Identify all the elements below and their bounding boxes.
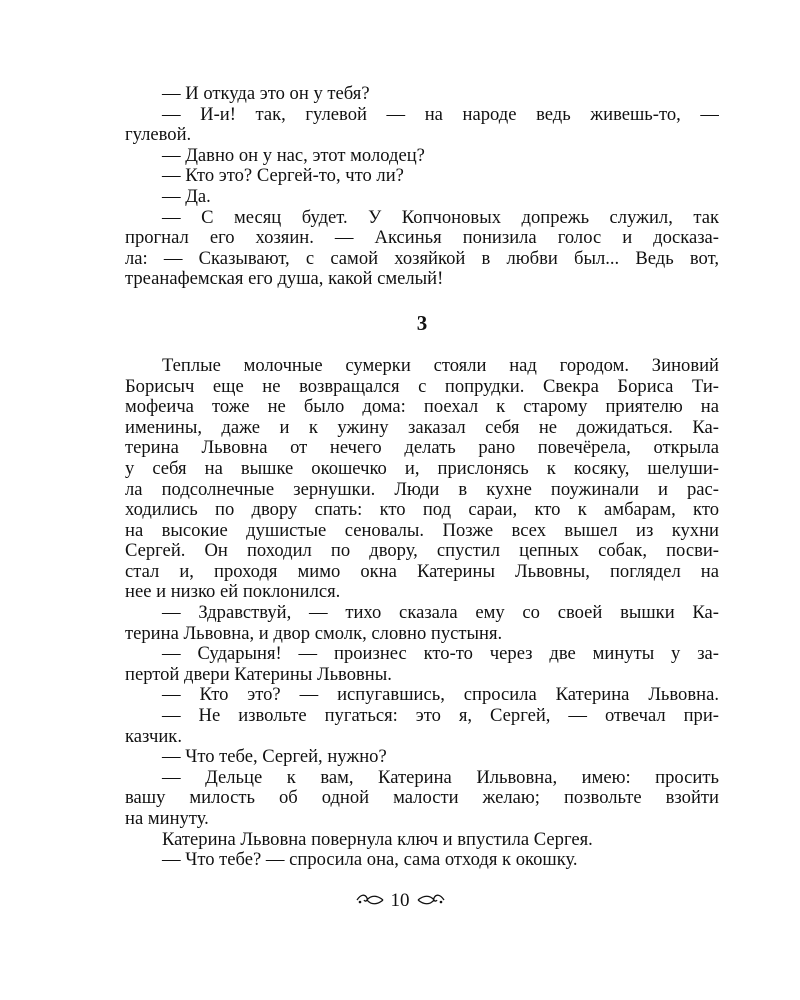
text-line: Борисыч еще не возвращался с попрудки. Свекра Бориса Ти-: [125, 376, 719, 397]
text-line: нее и низко ей поклонился.: [125, 582, 341, 603]
text-line: — Дельце к вам, Катерина Ильвовна, имею: просить: [162, 767, 719, 788]
text-line: — Сударыня! — произнес кто-то через две минуты у за-: [162, 644, 719, 665]
text-line: гулевой.: [125, 125, 192, 146]
text-line: треанафемская его душа, какой смелый!: [125, 269, 444, 290]
text-line: Теплые молочные сумерки стояли над городом. Зиновий: [162, 355, 719, 376]
text-line: прогнал его хозяин. — Аксинья понизила голос и доcказа-: [125, 228, 719, 249]
text-line: терина Львовна, и двор смолк, словно пустыня.: [125, 623, 503, 644]
text-line: именины, даже и к ужину заказал себя не дожидаться. Ка-: [125, 417, 719, 438]
text-line: — И откуда это он у тебя?: [162, 84, 370, 104]
text-line: ла: — Сказывают, с самой хозяйкой в любви был... Ведь вот,: [125, 248, 719, 269]
text-line: ходились по двору спать: кто под сараи, кто к амбарам, кто: [125, 500, 719, 521]
fleuron-right-icon: [416, 892, 446, 912]
text-line: — Кто это? — испугавшись, спросила Катерина Львовна.: [162, 685, 719, 706]
text-line: — Кто это? Сергей-то, что ли?: [162, 166, 404, 187]
text-line: на минуту.: [125, 809, 209, 829]
text-line: мофеича тоже не было дома: поехал к старому приятелю на: [125, 397, 719, 418]
text-line: — Не извольте пугаться: это я, Сергей, — отвечал при-: [162, 706, 719, 727]
text-line: пертой двери Катерины Львовны.: [125, 664, 392, 685]
page-footer: [0, 891, 800, 912]
text-line: — Да.: [162, 186, 211, 207]
text-line: ла подсолнечные зернушки. Люди в кухне поужинали и рас-: [125, 479, 719, 500]
text-line: стал и, проходя мимо окна Катерины Львовны, поглядел на: [125, 561, 719, 582]
chapter-text-block: [125, 356, 719, 871]
text-line: вашу милость об одной малости желаю; позвольте взойти: [125, 788, 719, 809]
text-line: — Что тебе, Сергей, нужно?: [162, 747, 387, 768]
text-line: у себя на вышке окошечко и, прислонясь к косяку, шелуши-: [125, 458, 719, 479]
text-line: казчик.: [125, 726, 182, 747]
text-line: — И-и! так, гулевой — на народе ведь живешь-то, —: [162, 104, 719, 125]
text-line: — Что тебе? — спросила она, сама отходя к окошку.: [162, 850, 578, 871]
chapter-number: 3: [416, 310, 428, 335]
text-line: Сергей. Он походил по двору, спустил цепных собак, посви-: [125, 541, 719, 562]
fleuron-left-icon: [355, 892, 385, 912]
dialogue-block: [125, 84, 719, 290]
text-line: — Давно он у нас, этот молодец?: [162, 145, 425, 166]
text-line: — С месяц будет. У Копчоновых допрежь служил, так: [162, 207, 719, 228]
page-number: 10: [390, 890, 410, 911]
page-body: [125, 84, 719, 871]
text-line: Катерина Львовна повернула ключ и впустила Сергея.: [162, 829, 593, 850]
text-line: — Здравствуй, — тихо сказала ему со своей вышки Ка-: [162, 603, 719, 624]
text-line: на высокие душистые сеновалы. Позже всех вышел из кухни: [125, 520, 719, 541]
text-line: терина Львовна от нечего делать рано повечёрела, открыла: [125, 438, 719, 459]
